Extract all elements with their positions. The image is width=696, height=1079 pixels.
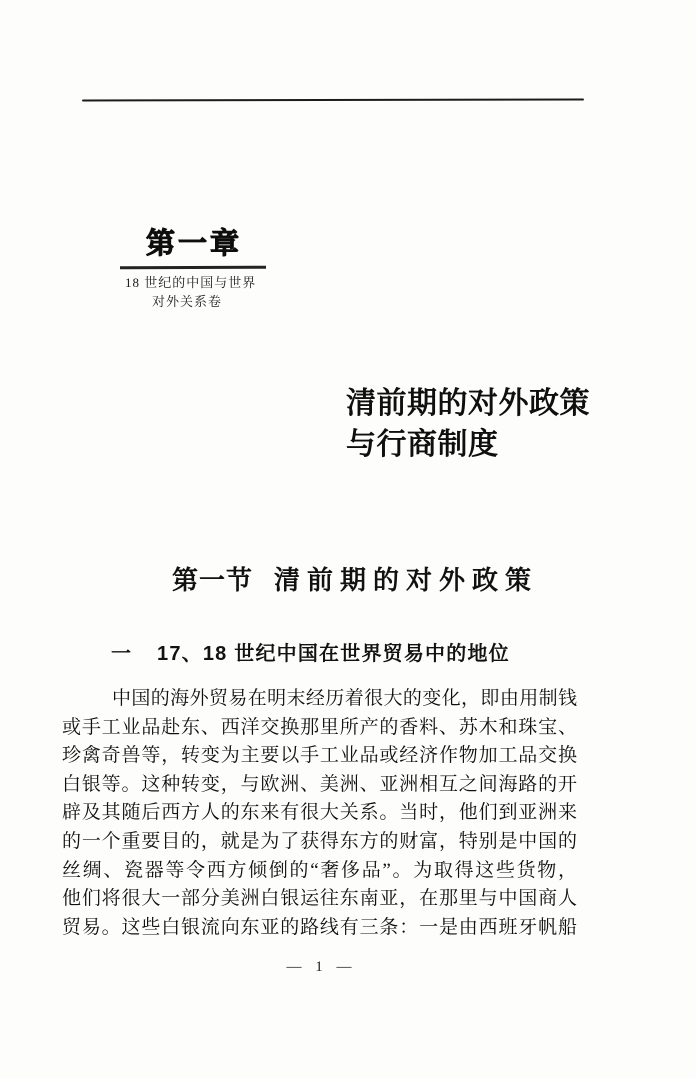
paragraph-line: 白银等。这种转变，与欧洲、美洲、亚洲相互之间海路的开 (62, 773, 577, 795)
section-number: 第一节 (172, 565, 254, 595)
paragraph-line: 的一个重要目的，就是为了获得东方的财富，特别是中国的 (62, 830, 577, 852)
section-title: 清前期的对外政策 (274, 565, 539, 595)
paragraph-line: 他们将很大一部分美洲白银运往东南亚，在那里与中国商人 (62, 888, 577, 910)
paragraph-line: 中国的海外贸易在明末经历着很大的变化，即由用制钱 (112, 688, 577, 709)
paragraph-line: 或手工业品赴东、西洋交换那里所产的香料、苏木和珠宝、 (62, 716, 577, 738)
chapter-title-line1: 清前期的对外政策 (346, 387, 590, 420)
header-rule (82, 98, 584, 101)
subsection-title: 17、18 世纪中国在世界贸易中的地位 (157, 643, 510, 665)
chapter-title (346, 383, 590, 465)
chapter-heading: 第一章 (146, 228, 243, 260)
section-heading (172, 564, 538, 597)
paragraph (62, 685, 577, 942)
subsection-heading (111, 641, 510, 667)
paragraph-line: 珍禽奇兽等，转变为主要以手工业品或经济作物加工品交换 (62, 745, 577, 767)
series-block (125, 274, 257, 311)
paragraph-line: 丝绸、瓷器等令西方倾倒的“奢侈品”。为取得这些货物， (62, 859, 577, 881)
paragraph-line: 贸易。这些白银流向东亚的路线有三条：一是由西班牙帆船 (62, 916, 577, 938)
chapter-title-line2: 与行商制度 (346, 428, 499, 461)
subsection-number: 一 (111, 643, 131, 665)
page-number: — 1 — (286, 959, 353, 975)
chapter-underline (120, 266, 266, 269)
series-volume: 对外关系卷 (151, 293, 222, 309)
series-title: 18 世纪的中国与世界 (125, 275, 257, 290)
paragraph-line: 辟及其随后西方人的东来有很大关系。当时，他们到亚洲来 (62, 802, 577, 824)
